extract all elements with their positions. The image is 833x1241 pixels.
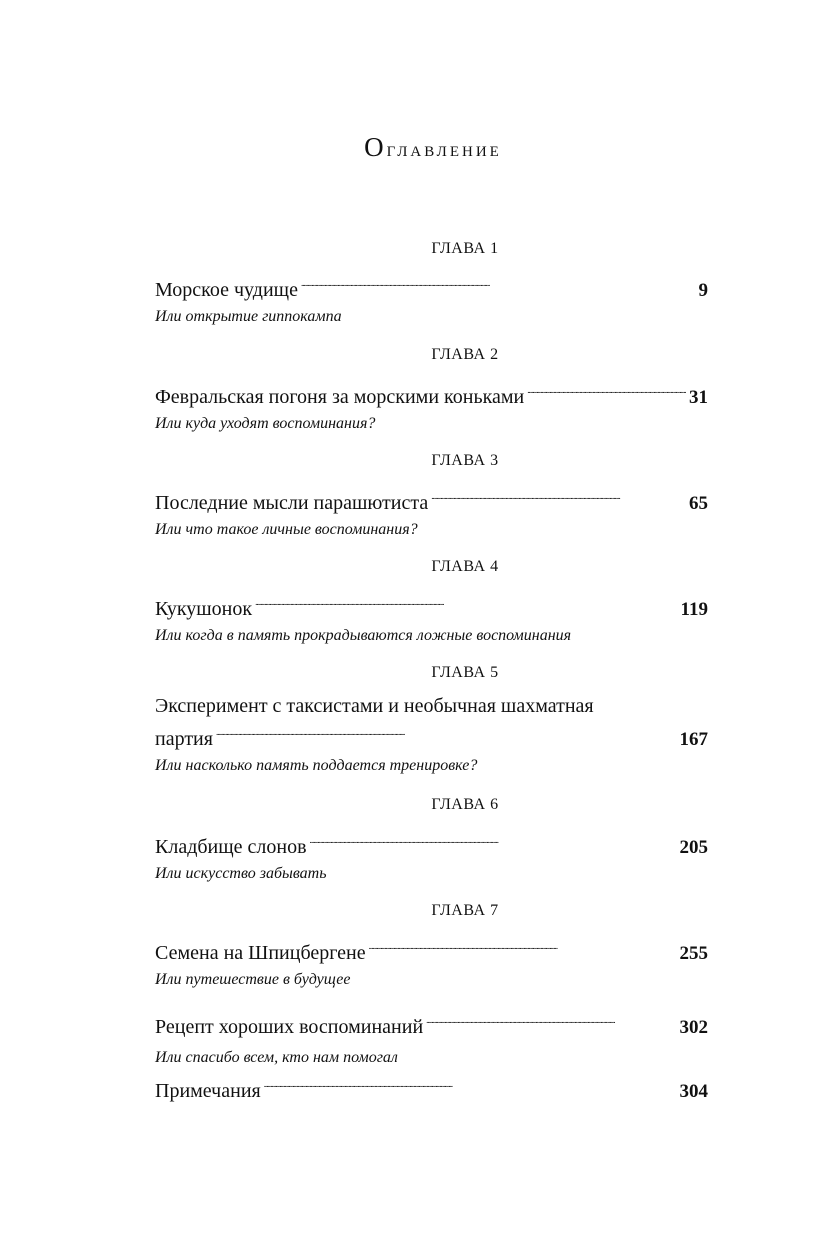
chapter-title: Кукушонок	[155, 598, 253, 620]
page-number: 304	[679, 1081, 708, 1102]
chapter-label: ГЛАВА 3	[431, 452, 499, 469]
chapter-subtitle: Или открытие гиппокампа	[155, 308, 342, 325]
page-number: 65	[689, 493, 708, 514]
page-title: Оглавление	[364, 132, 502, 162]
dot-leader	[310, 827, 677, 853]
page-number: 302	[679, 1017, 708, 1038]
chapter-title: Кладбище слонов	[155, 836, 307, 858]
toc-entry-chapter-7[interactable]	[155, 933, 708, 991]
toc-entry-chapter-4[interactable]	[155, 589, 708, 647]
chapter-subtitle: Или искусство забывать	[155, 865, 327, 882]
toc-line	[155, 483, 708, 517]
chapter-subtitle: Или что такое личные воспоминания?	[155, 521, 418, 538]
chapter-title: партия	[155, 728, 213, 750]
section-title: Примечания	[155, 1080, 261, 1102]
page-number: 31	[689, 387, 708, 408]
page-number: 205	[679, 837, 708, 858]
toc-entry-chapter-6[interactable]	[155, 827, 708, 885]
toc-entry-notes[interactable]	[155, 1071, 708, 1105]
chapter-subtitle: Или насколько память поддается тренировке?	[155, 757, 478, 774]
chapter-label: ГЛАВА 5	[431, 664, 499, 681]
dot-leader	[431, 483, 686, 509]
toc-line	[155, 933, 708, 967]
dot-leader	[255, 589, 677, 615]
chapter-title: Последние мысли парашютиста	[155, 492, 429, 514]
chapter-title: Морское чудище	[155, 279, 298, 301]
chapter-label: ГЛАВА 1	[431, 240, 499, 257]
toc-line	[155, 1007, 708, 1041]
page-number: 255	[679, 943, 708, 964]
toc-line	[155, 589, 708, 623]
toc-line	[155, 827, 708, 861]
chapter-title: Семена на Шпицбергене	[155, 942, 366, 964]
page-number: 167	[679, 729, 708, 750]
chapter-subtitle: Или когда в память прокрадываются ложные воспоминания	[155, 627, 572, 644]
toc-line	[155, 719, 708, 753]
chapter-subtitle: Или куда уходят воспоминания?	[155, 415, 376, 432]
chapter-subtitle: Или путешествие в будущее	[155, 971, 351, 988]
dot-leader	[216, 719, 677, 745]
toc-entry-chapter-3[interactable]	[155, 483, 708, 541]
chapter-title-line1: Эксперимент с таксистами и необычная шахматная	[155, 695, 594, 717]
toc-entry-chapter-1[interactable]	[155, 270, 708, 328]
dot-leader	[527, 377, 686, 403]
dot-leader	[264, 1071, 677, 1097]
chapter-label: ГЛАВА 4	[431, 558, 499, 575]
toc-entry-chapter-5[interactable]	[155, 693, 708, 777]
page-number: 9	[698, 280, 708, 301]
toc-line	[155, 377, 708, 411]
chapter-title: Февральская погоня за морскими коньками	[155, 386, 525, 408]
section-subtitle: Или спасибо всем, кто нам помогал	[155, 1049, 398, 1066]
dot-leader	[426, 1007, 676, 1033]
page-number: 119	[680, 599, 708, 620]
chapter-label: ГЛАВА 2	[431, 346, 499, 363]
toc-entry-chapter-2[interactable]	[155, 377, 708, 435]
toc-line	[155, 270, 708, 304]
chapter-label: ГЛАВА 7	[431, 902, 499, 919]
toc-line	[155, 1071, 708, 1105]
toc-entry-acknowledgements[interactable]	[155, 1007, 708, 1069]
dot-leader	[301, 270, 696, 296]
chapter-label: ГЛАВА 6	[431, 796, 499, 813]
dot-leader	[369, 933, 677, 959]
section-title: Рецепт хороших воспоминаний	[155, 1016, 424, 1038]
